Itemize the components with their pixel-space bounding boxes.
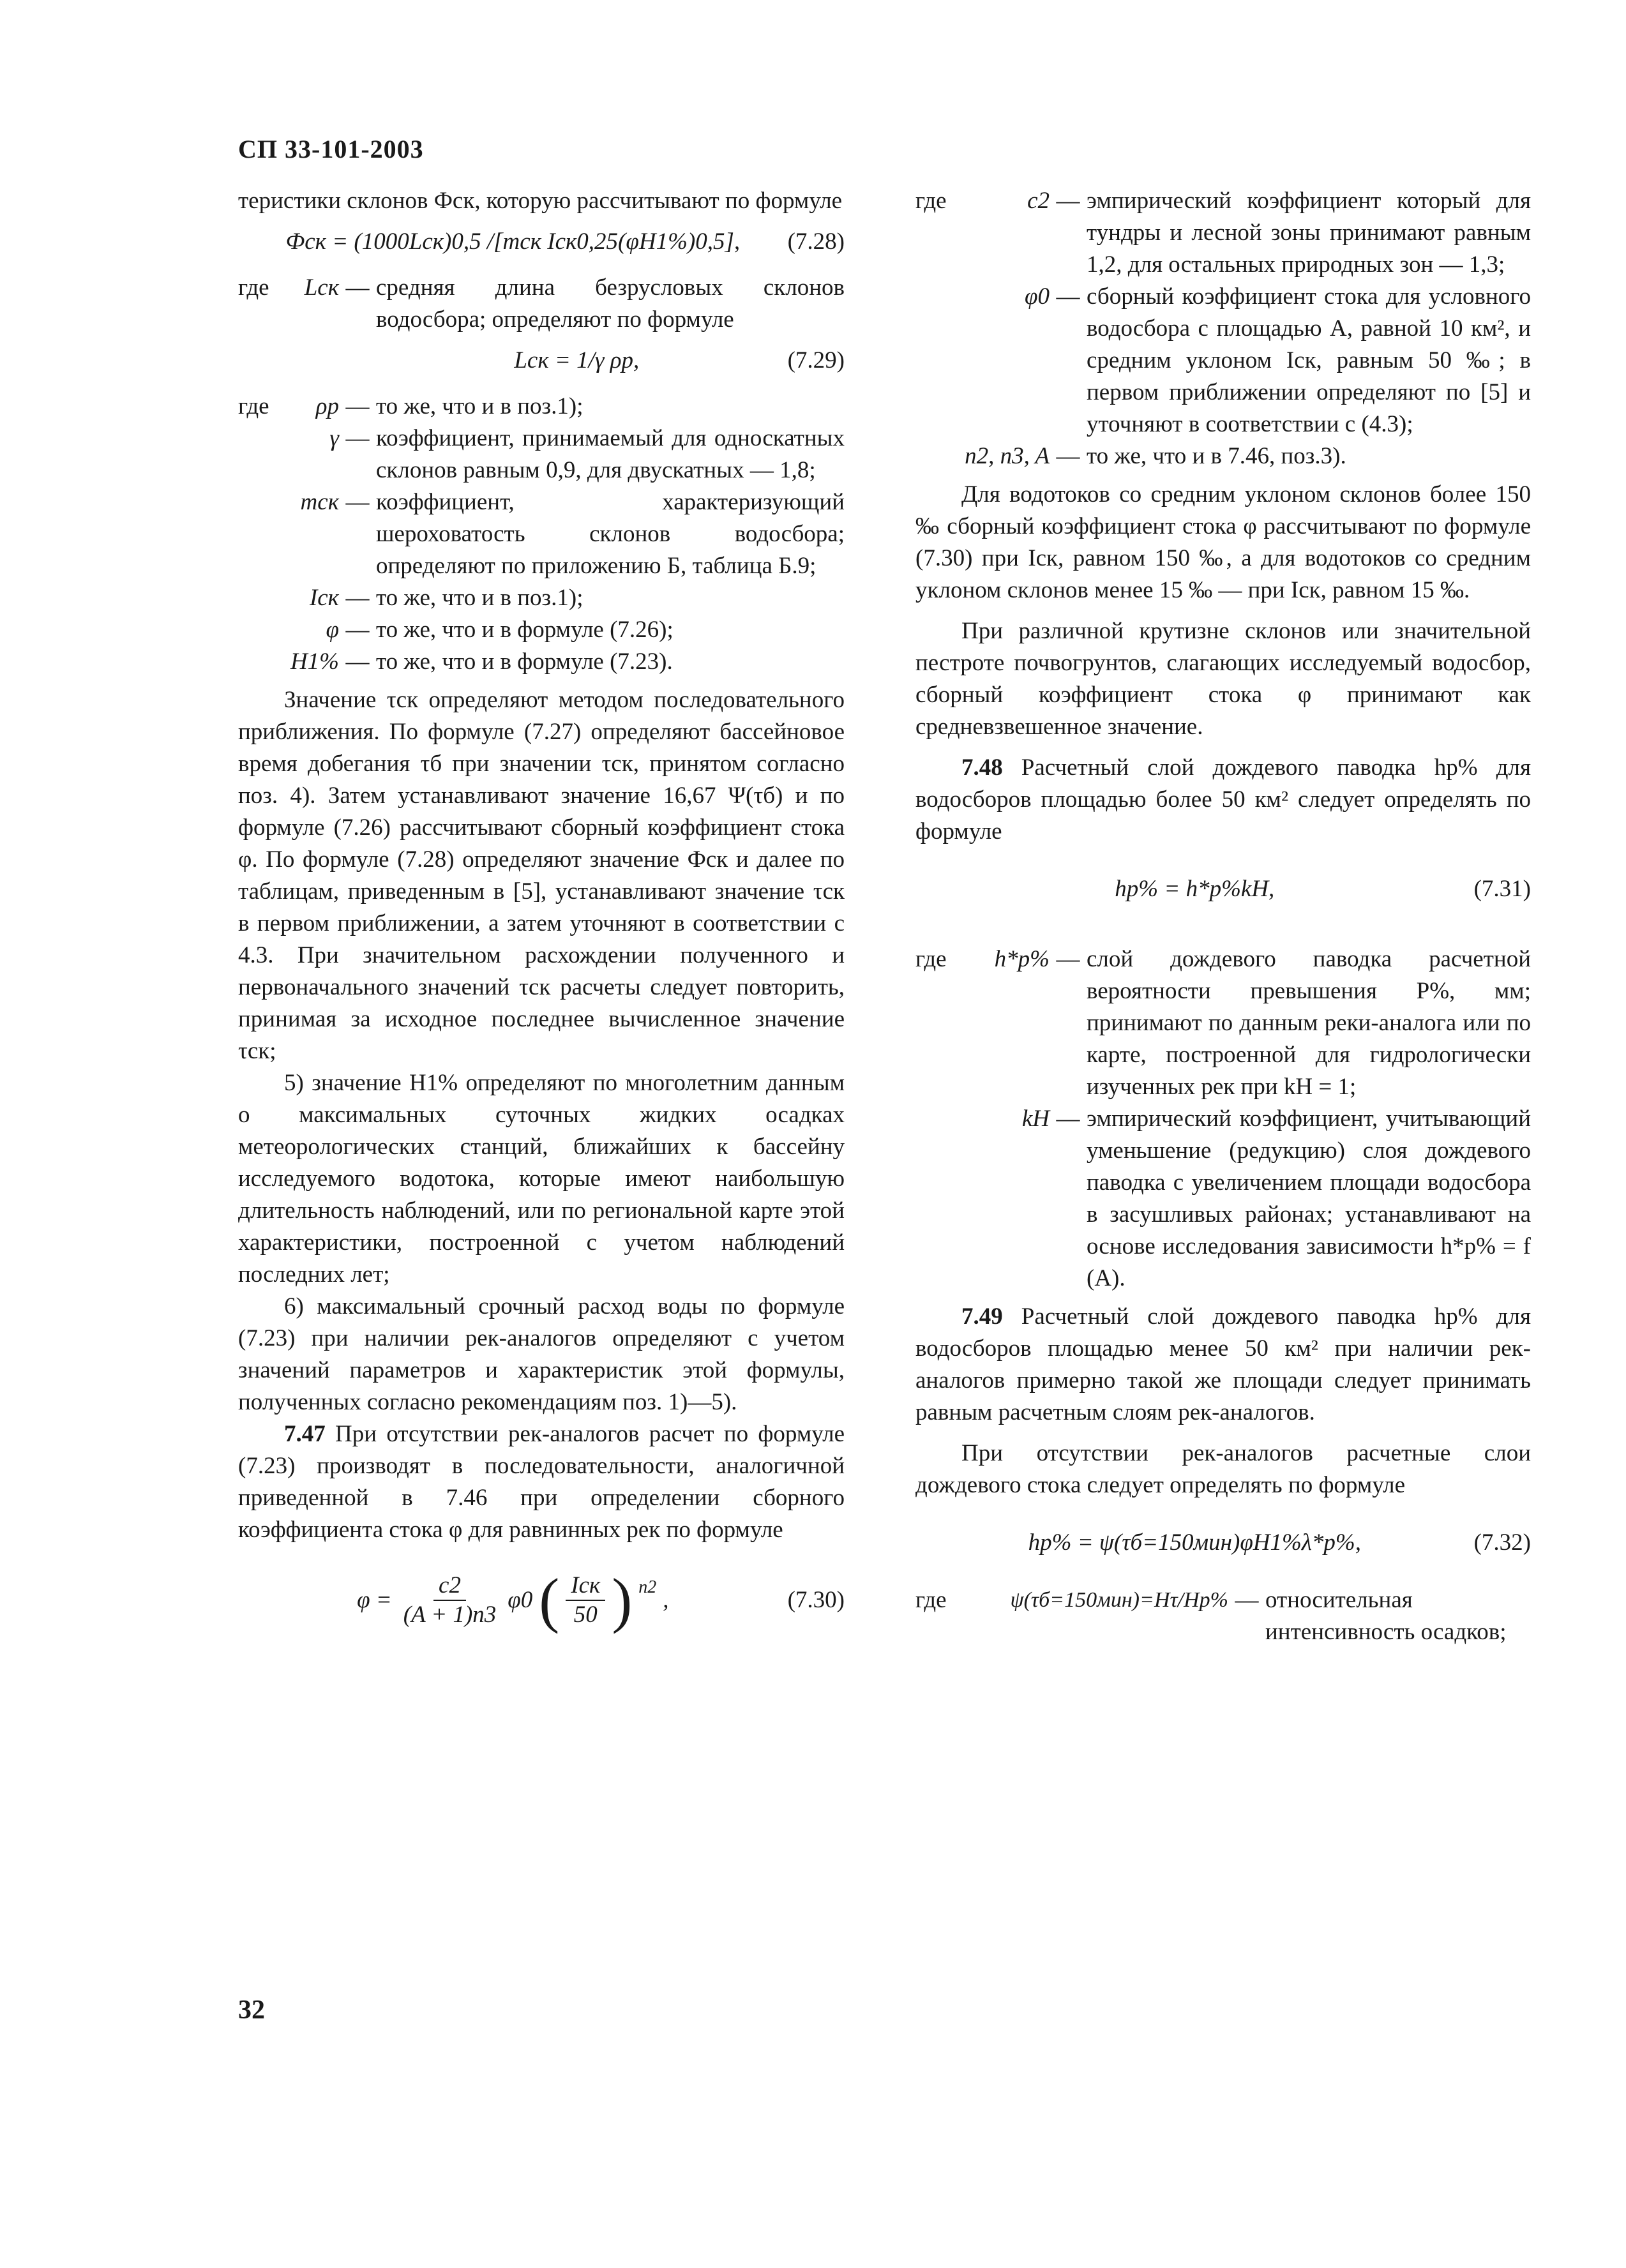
definition-lead: где — [915, 946, 947, 972]
definition-item — [915, 1584, 1531, 1648]
definition-text: эмпирический коэффициент который для тундры и лесной зоны принимают равным 1,2, для остальных природных зон — 1,3; — [1087, 188, 1531, 278]
definition-dash: — — [1056, 1106, 1080, 1132]
definition-symbol: ρр — [315, 393, 339, 419]
definition-lead: где — [238, 274, 269, 301]
paragraph — [915, 752, 1531, 848]
paragraph: При отсутствии рек-аналогов расчетные слои дождевого стока следует определять по формуле — [915, 1440, 1531, 1498]
fraction — [566, 1572, 605, 1629]
definition-dash: — — [345, 489, 370, 515]
definition-symbol: φ0 — [1025, 283, 1050, 310]
definition-dash: — — [345, 425, 370, 451]
definition-symbol: kH — [1021, 1106, 1050, 1132]
fraction-numerator: c2 — [433, 1572, 466, 1601]
paren-close: ) — [612, 1566, 633, 1634]
definitions-list — [915, 943, 1531, 1295]
definition-text: слой дождевого паводка расчетной вероятности превышения P%, мм; принимают по данным реки-аналога или по карте, построенной для гидрологически изученных рек при kH = 1; — [1087, 946, 1531, 1100]
paragraph-text: Расчетный слой дождевого паводка hр% для водосборов площадью менее 50 км² при наличии рек-аналогов примерно такой же площади следует принимать равным расчетным слоям рек-аналогов. — [915, 1303, 1531, 1425]
definition-symbol: Iск — [309, 585, 339, 611]
clause-number: 7.47 — [284, 1421, 326, 1447]
formula-lhs: φ = — [357, 1587, 392, 1613]
definition-text: коэффициент, принимаемый для односкатных склонов равным 0,9, для двускатных — 1,8; — [376, 425, 845, 483]
definition-text: то же, что и в формуле (7.23). — [376, 649, 673, 675]
clause-number: 7.48 — [961, 755, 1003, 781]
formula-number: (7.28) — [787, 229, 845, 255]
formula-number: (7.30) — [787, 1587, 845, 1613]
paragraph: теристики склонов Фск, которую рассчитывают по формуле — [238, 188, 843, 214]
formula-7-32 — [915, 1527, 1531, 1559]
definition-item — [238, 486, 845, 582]
definition-dash: — — [1235, 1587, 1259, 1613]
definitions-list — [238, 391, 845, 678]
definition-text: относительная интенсивность осадков; — [1265, 1587, 1507, 1645]
definition-dash: — — [1056, 946, 1080, 972]
definition-symbol: h*р% — [994, 946, 1050, 972]
definition-symbol: H1% — [290, 649, 339, 675]
paragraph-text: При отсутствии рек-аналогов расчет по формуле (7.23) производят в последовательности, аналогичной приведенной в 7.46 при определении сборного коэффициента стока φ для равнинных рек по формуле — [238, 1421, 845, 1543]
definition-text: сборный коэффициент стока для условного водосбора с площадью A, равной 10 км², и средним уклоном Iск, равным 50 ‰; в первом приближении определяют по [5] и уточняют в соответствии с (4.3); — [1087, 283, 1531, 437]
paragraph: Для водотоков со средним уклоном склонов более 150 ‰ сборный коэффициент стока φ рассчитывают по формуле (7.30) при Iск, равном 150 ‰, а для водотоков со средним уклоном склонов менее 15 ‰ — при Iск, равном 15 ‰. — [915, 481, 1531, 603]
definition-lead: где — [915, 1587, 947, 1613]
page-number: 32 — [238, 1995, 265, 2025]
formula-number: (7.29) — [787, 347, 845, 373]
formula-coefficient: φ0 — [508, 1587, 533, 1613]
fraction-numerator: Iск — [566, 1572, 605, 1601]
definition-item — [238, 272, 845, 336]
fraction — [398, 1572, 502, 1629]
paragraph: 6) максимальный срочный расход воды по формуле (7.23) при наличии рек-аналогов определяют с учетом значений параметров и характеристик этой формулы, полученных согласно рекомендациям поз. 1)—5). — [238, 1293, 845, 1415]
definition-text: средняя длина безрусловых склонов водосбора; определяют по формуле — [376, 274, 845, 333]
formula-7-29 — [366, 345, 845, 377]
definition-symbol: γ — [329, 425, 339, 451]
definition-dash: — — [1056, 443, 1080, 469]
left-column — [238, 185, 845, 1643]
definition-item — [238, 646, 845, 678]
fraction-denominator: 50 — [573, 1602, 598, 1628]
formula-expression: Фск = (1000Lск)0,5 /[mск Iск0,25(φH1%)0,5], — [285, 229, 741, 255]
definition-symbol: φ — [326, 617, 339, 643]
formula-expression: hр% = ψ(τб=150мин)φH1%λ*р%, — [1028, 1529, 1361, 1556]
page-header: СП 33-101-2003 — [238, 135, 424, 163]
definition-dash: — — [1056, 188, 1080, 214]
paragraph: При различной крутизне склонов или значительной пестроте почвогрунтов, слагающих исследуемый водосбор, сборный коэффициент стока φ принимают как средневзвешенное значение. — [915, 618, 1531, 740]
formula-7-30 — [238, 1566, 845, 1634]
definition-item — [915, 943, 1531, 1103]
formula-7-31 — [915, 873, 1531, 905]
definition-item — [915, 281, 1531, 440]
definition-dash: — — [1056, 283, 1080, 310]
definition-item — [238, 391, 845, 423]
definition-dash: — — [345, 274, 370, 301]
right-column — [915, 185, 1531, 1648]
formula-expression: Lск = 1/γ ρр, — [514, 347, 640, 373]
exponent: n2 — [638, 1577, 657, 1597]
definition-symbol: n2, n3, A — [965, 443, 1050, 469]
definition-lead: где — [915, 188, 947, 214]
definition-text: коэффициент, характеризующий шероховатость склонов водосбора; определяют по приложению Б, таблица Б.9; — [376, 489, 845, 579]
paragraph — [238, 1418, 845, 1546]
formula-7-28 — [238, 226, 845, 258]
definition-item — [238, 423, 845, 486]
definition-item — [238, 582, 845, 614]
definition-symbol: c2 — [1027, 188, 1050, 214]
formula-comma: , — [663, 1587, 669, 1613]
formula-number: (7.31) — [1473, 876, 1531, 902]
definition-text: то же, что и в 7.46, поз.3). — [1087, 443, 1346, 469]
definition-dash: — — [345, 649, 370, 675]
paragraph-text: Расчетный слой дождевого паводка hр% для водосборов площадью более 50 км² следует определять по формуле — [915, 755, 1531, 845]
definition-text: то же, что и в формуле (7.26); — [376, 617, 674, 643]
paren-open: ( — [539, 1566, 560, 1634]
definition-text: то же, что и в поз.1); — [376, 585, 583, 611]
clause-number: 7.49 — [961, 1303, 1003, 1330]
definition-text: то же, что и в поз.1); — [376, 393, 583, 419]
definition-dash: — — [345, 585, 370, 611]
definition-item — [238, 614, 845, 646]
paragraph: Значение τск определяют методом последовательного приближения. По формуле (7.27) определяют бассейновое время добегания τб при значении τск, принятом согласно поз. 4). Затем устанавливают значение 16,67 Ψ(τб) и по формуле (7.26) рассчитывают сборный коэффициент стока φ. По формуле (7.28) определяют значение Фск и далее по таблицам, приведенным в [5], устанавливают значение τск в первом приближении, а затем уточняют в соответствии с 4.3. При значительном расхождении полученного и первоначального значений τск расчеты следует повторить, принимая за исходное последнее вычисленное значение τск; — [238, 687, 845, 1064]
fraction-denominator: (A + 1)n3 — [403, 1602, 497, 1628]
definition-symbol: ψ(τб=150мин)=Hτ/Hр% — [1010, 1588, 1228, 1612]
paragraph — [915, 1301, 1531, 1429]
definition-dash: — — [345, 617, 370, 643]
definition-item — [915, 440, 1531, 472]
paragraph: 5) значение H1% определяют по многолетним данным о максимальных суточных жидких осадках метеорологических станций, ближайших к бассейну исследуемого водотока, которые имеют наибольшую длительность наблюдений, или по региональной карте этой характеристики, построенной с учетом наблюдений последних лет; — [238, 1070, 845, 1288]
definition-text: эмпирический коэффициент, учитывающий уменьшение (редукцию) слоя дождевого паводка с увеличением площади водосбора в засушливых районах; устанавливают на основе исследования зависимости h*р% = f (A). — [1087, 1106, 1531, 1291]
formula-expression: hр% = h*р%kH, — [1115, 876, 1275, 902]
definition-symbol: mск — [300, 489, 339, 515]
definition-item — [915, 1103, 1531, 1295]
formula-number: (7.32) — [1473, 1529, 1531, 1556]
definition-item — [915, 185, 1531, 281]
formula-expression — [238, 1566, 788, 1634]
definition-lead: где — [238, 393, 269, 419]
definition-dash: — — [345, 393, 370, 419]
definition-symbol: Lск — [304, 274, 339, 301]
definitions-list — [915, 185, 1531, 472]
